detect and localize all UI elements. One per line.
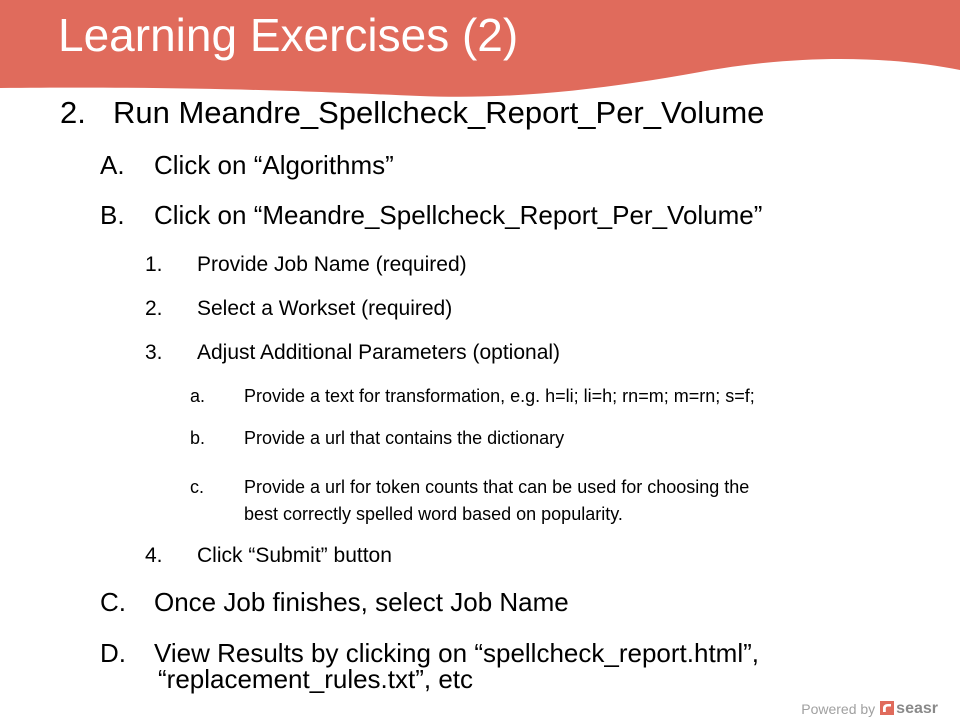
- param-text: Provide a url for token counts that can be used for choosing the: [244, 477, 750, 497]
- seasr-logo-icon: [880, 701, 894, 718]
- param-text: Provide a text for transformation, e.g. h=li; li=h; rn=m; m=rn; s=f;: [244, 386, 755, 406]
- step-text: Once Job finishes, select Job Name: [154, 587, 569, 617]
- step-letter: C.: [100, 587, 126, 617]
- step-text: View Results by clicking on “spellcheck_report.html”,: [154, 638, 759, 668]
- step-text: Click on “Meandre_Spellcheck_Report_Per_Volume”: [154, 200, 763, 230]
- step-letter: D.: [100, 638, 126, 668]
- step-letter: B.: [100, 200, 125, 230]
- substep-text: Provide Job Name (required): [197, 253, 467, 276]
- substep-text: Click “Submit” button: [197, 544, 392, 567]
- step-item: [100, 200, 940, 232]
- param-letter: c.: [190, 477, 205, 497]
- substep-item: [145, 341, 925, 367]
- param-item: [190, 476, 940, 524]
- substep-text: Adjust Additional Parameters (optional): [197, 341, 561, 364]
- substep-number: 1.: [145, 253, 163, 276]
- substep-number: 4.: [145, 544, 163, 567]
- substep-item: [145, 297, 925, 323]
- substep-item: [145, 253, 925, 279]
- page-title: Learning Exercises (2): [58, 9, 519, 61]
- main-item-text: Run Meandre_Spellcheck_Report_Per_Volume: [113, 95, 765, 130]
- param-letter: b.: [190, 428, 206, 448]
- step-item: [100, 587, 940, 619]
- step-item: [100, 638, 940, 702]
- step-item: [100, 150, 940, 182]
- step-letter: A.: [100, 150, 125, 180]
- param-text-continued: best correctly spelled word based on popularity.: [244, 504, 623, 524]
- main-item-number: 2.: [60, 95, 86, 130]
- param-letter: a.: [190, 386, 206, 406]
- brand-name: seasr: [896, 700, 938, 717]
- param-item: [190, 427, 940, 451]
- step-text: Click on “Algorithms”: [154, 150, 394, 180]
- substep-text: Select a Workset (required): [197, 297, 453, 320]
- step-text-continued: “replacement_rules.txt”, etc: [158, 664, 474, 694]
- param-item: [190, 385, 940, 409]
- substep-number: 2.: [145, 297, 163, 320]
- main-item: [60, 95, 940, 135]
- param-text: Provide a url that contains the dictionary: [244, 428, 565, 448]
- substep-item: [145, 544, 925, 570]
- substep-number: 3.: [145, 341, 163, 364]
- footer: [801, 700, 938, 718]
- powered-by-label: Powered by: [801, 701, 876, 717]
